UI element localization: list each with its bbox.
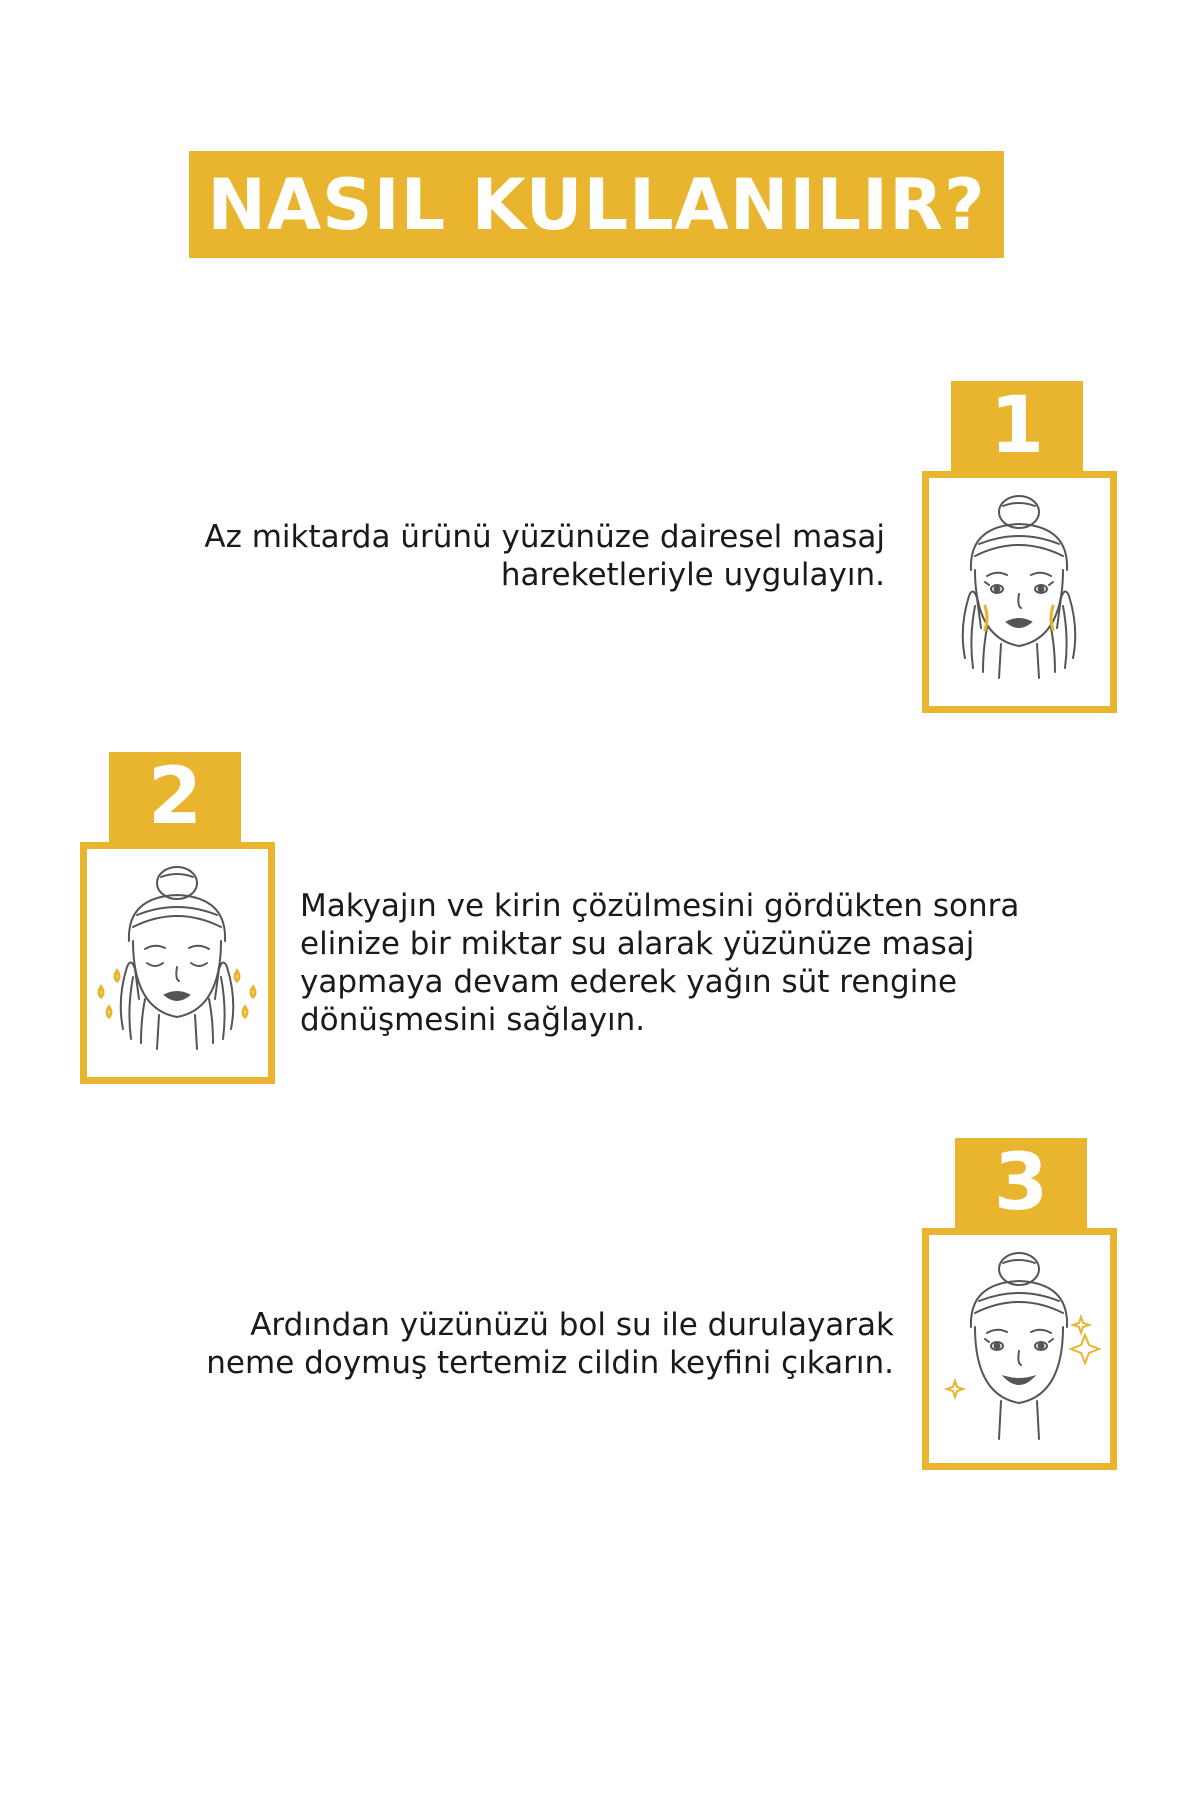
face-sparkle-icon [929, 1235, 1110, 1463]
step-1-illustration-frame [922, 471, 1117, 713]
step-3-line: Ardından yüzünüzü bol su ile durulayarak [250, 1307, 894, 1343]
step-2-line: Makyajın ve kirin çözülmesini gördükten sonra [300, 888, 1020, 924]
step-1-line: hareketleriyle uygulayın. [500, 557, 885, 593]
step-1-number: 1 [989, 381, 1045, 471]
step-1-number-tab [951, 381, 1083, 471]
step-2-illustration-frame [80, 842, 275, 1084]
face-massage-icon [929, 478, 1110, 706]
step-2-number-tab [109, 752, 241, 842]
step-3-line: neme doymuş tertemiz cildin keyfini çıkarın. [206, 1345, 894, 1381]
page-title: NASIL KULLANILIR? [207, 163, 986, 246]
step-2-line: elinize bir miktar su alarak yüzünüze masaj [300, 926, 975, 962]
step-3-number-tab [955, 1138, 1087, 1228]
step-2-line: yapmaya devam ederek yağın süt rengine [300, 964, 958, 1000]
title-banner [189, 151, 1004, 258]
step-3-number: 3 [993, 1138, 1049, 1228]
step-3-text [206, 1306, 894, 1382]
step-2-text [300, 887, 1019, 1039]
face-water-splash-icon [87, 849, 268, 1077]
step-3-illustration-frame [922, 1228, 1117, 1470]
step-1-text [204, 518, 885, 594]
step-1-line: Az miktarda ürünü yüzünüze dairesel masaj [204, 519, 885, 555]
step-2-line: dönüşmesini sağlayın. [300, 1002, 646, 1038]
step-2-number: 2 [147, 752, 203, 842]
